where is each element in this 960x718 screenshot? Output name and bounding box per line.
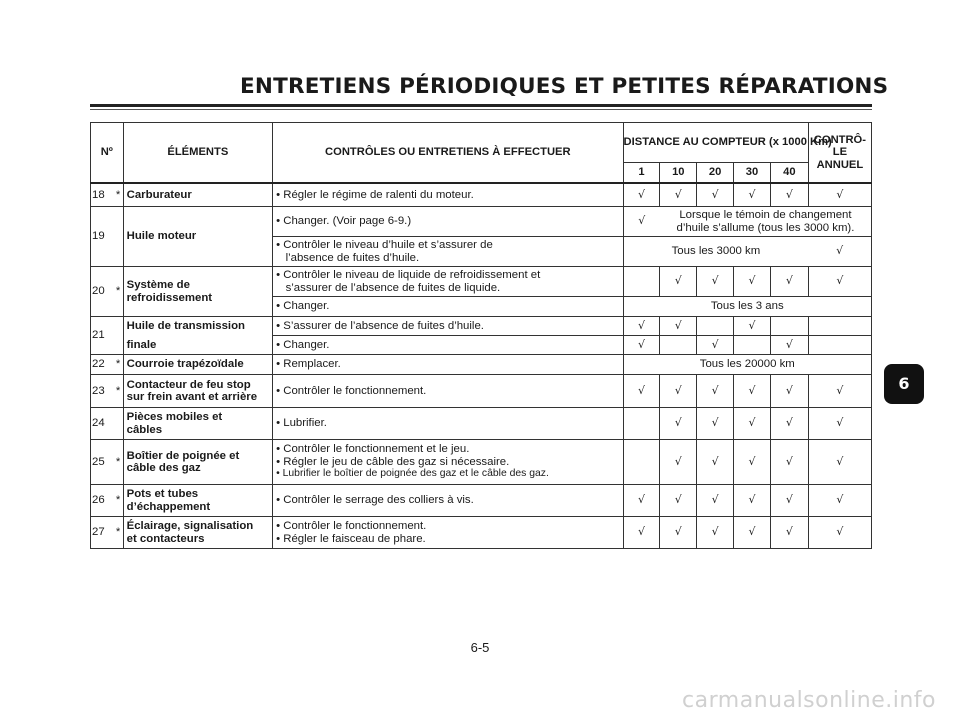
check-mark: √ (734, 183, 771, 207)
row-star (114, 408, 123, 440)
header-km-30: 30 (734, 163, 771, 183)
row-check: • Remplacer. (273, 355, 623, 375)
check-mark: √ (808, 237, 871, 267)
row-item: Boîtier de poignée et câble des gaz (123, 440, 272, 485)
check-mark: √ (770, 183, 808, 207)
check-mark: √ (660, 408, 697, 440)
row-check: • Régler le régime de ralenti du moteur. (273, 183, 623, 207)
row-item: Carburateur (123, 183, 272, 207)
row-check (273, 517, 623, 549)
row-note: Tous les 20000 km (623, 355, 871, 375)
check-mark: √ (808, 408, 871, 440)
check-mark: √ (770, 336, 808, 355)
check-mark: √ (697, 183, 734, 207)
check-mark: √ (623, 375, 660, 408)
row-check: • Changer. (273, 336, 623, 355)
row-check: • Contrôler le fonctionnement. (273, 375, 623, 408)
check-mark: √ (623, 517, 660, 549)
check-mark (770, 317, 808, 336)
row-item: Éclairage, signalisation et contacteurs (123, 517, 272, 549)
row-check: • Contrôler le niveau d’huile et s’assurer de l’absence de fuites d’huile. (273, 237, 623, 267)
check-mark: √ (770, 485, 808, 517)
table-row (91, 207, 872, 237)
table-row (91, 408, 872, 440)
check-mark: √ (770, 517, 808, 549)
title-rule (90, 104, 872, 107)
table-row (91, 336, 872, 355)
check-mark: √ (808, 375, 871, 408)
row-number: 25 (91, 440, 114, 485)
row-star: * (114, 485, 123, 517)
page-number: 6-5 (470, 640, 490, 655)
header-row-1 (91, 123, 872, 163)
check-mark: √ (660, 485, 697, 517)
check-mark: √ (660, 317, 697, 336)
table-row (91, 440, 872, 485)
check-mark: √ (660, 375, 697, 408)
row-star (114, 317, 123, 355)
header-elements: ÉLÉMENTS (123, 123, 272, 183)
row-note: Tous les 3 ans (623, 297, 871, 317)
table-row (91, 485, 872, 517)
check-mark: √ (770, 375, 808, 408)
check-mark (623, 267, 660, 297)
row-item: Système de refroidissement (123, 267, 272, 317)
check-mark (697, 317, 734, 336)
check-mark (808, 336, 871, 355)
row-check: • Changer. (273, 297, 623, 317)
page-title: ENTRETIENS PÉRIODIQUES ET PETITES RÉPARATIONS (240, 74, 889, 99)
check-mark: √ (808, 517, 871, 549)
row-item: Pots et tubes d’échappement (123, 485, 272, 517)
check-mark: √ (770, 267, 808, 297)
check-mark: √ (734, 267, 771, 297)
row-star: * (114, 440, 123, 485)
header-no: Nº (91, 123, 124, 183)
row-check (273, 440, 623, 485)
check-mark: √ (697, 267, 734, 297)
row-number: 26 (91, 485, 114, 517)
row-check: • Contrôler le niveau de liquide de refroidissement et s’assurer de l’absence de fuites de liquide. (273, 267, 623, 297)
header-km-1: 1 (623, 163, 660, 183)
row-item: Courroie trapézoïdale (123, 355, 272, 375)
check-mark: √ (697, 408, 734, 440)
header-annual: CONTRÔ- LE ANNUEL (808, 123, 871, 183)
row-item: Huile de transmission (123, 317, 272, 336)
check-mark: √ (623, 183, 660, 207)
row-item: Contacteur de feu stop sur frein avant et arrière (123, 375, 272, 408)
maintenance-table (90, 122, 872, 549)
row-number: 24 (91, 408, 114, 440)
check-mark: √ (734, 485, 771, 517)
check-mark: √ (697, 517, 734, 549)
row-number: 20 (91, 267, 114, 317)
check-mark: √ (623, 317, 660, 336)
check-mark: √ (660, 267, 697, 297)
check-mark (808, 317, 871, 336)
check-mark: √ (660, 183, 697, 207)
row-check-line: • Contrôler le fonctionnement et le jeu. (276, 443, 470, 456)
check-mark: √ (697, 375, 734, 408)
row-check-line: • Contrôler le fonctionnement. (276, 520, 427, 532)
check-mark: √ (734, 517, 771, 549)
row-star: * (114, 183, 123, 207)
check-mark: √ (734, 408, 771, 440)
header-km-40: 40 (770, 163, 808, 183)
table-row (91, 267, 872, 297)
check-mark: √ (808, 183, 871, 207)
row-check: • Contrôler le serrage des colliers à vis. (273, 485, 623, 517)
row-number: 18 (91, 183, 114, 207)
check-mark: √ (770, 408, 808, 440)
row-check-line: • Régler le faisceau de phare. (276, 532, 426, 545)
check-mark: √ (770, 440, 808, 485)
row-note: Lorsque le témoin de changement d’huile s’allume (tous les 3000 km). (660, 207, 872, 237)
table-row (91, 517, 872, 549)
header-km-10: 10 (660, 163, 697, 183)
chapter-tab: 6 (884, 364, 924, 404)
check-mark: √ (808, 440, 871, 485)
check-mark (660, 336, 697, 355)
check-mark: √ (734, 440, 771, 485)
table-row (91, 317, 872, 336)
watermark: carmanualsonline.info (682, 688, 936, 713)
check-mark (734, 336, 771, 355)
header-controls: CONTRÔLES OU ENTRETIENS À EFFECTUER (273, 123, 623, 183)
check-mark: √ (697, 485, 734, 517)
check-mark: √ (808, 485, 871, 517)
row-star (114, 207, 123, 267)
row-number: 27 (91, 517, 114, 549)
header-distance: DISTANCE AU COMPTEUR (x 1000 Km) (623, 123, 808, 163)
check-mark: √ (734, 317, 771, 336)
check-mark: √ (623, 336, 660, 355)
row-item: Huile moteur (123, 207, 272, 267)
row-number: 23 (91, 375, 114, 408)
row-check-line: • Lubrifier le boîtier de poignée des gaz et le câble des gaz. (276, 468, 549, 480)
check-mark: √ (697, 336, 734, 355)
row-star: * (114, 375, 123, 408)
check-mark: √ (623, 207, 660, 237)
row-star: * (114, 355, 123, 375)
check-mark: √ (697, 440, 734, 485)
check-mark: √ (808, 267, 871, 297)
title-rule-thin (90, 109, 872, 110)
row-number: 22 (91, 355, 114, 375)
header-km-20: 20 (697, 163, 734, 183)
check-mark (623, 408, 660, 440)
row-star: * (114, 267, 123, 317)
row-check: • Lubrifier. (273, 408, 623, 440)
row-check: • Changer. (Voir page 6-9.) (273, 207, 623, 237)
table-row (91, 375, 872, 408)
check-mark (623, 440, 660, 485)
row-item: Pièces mobiles et câbles (123, 408, 272, 440)
check-mark: √ (660, 440, 697, 485)
row-number: 19 (91, 207, 114, 267)
row-item: finale (123, 336, 272, 355)
row-check: • S’assurer de l’absence de fuites d’huile. (273, 317, 623, 336)
check-mark: √ (734, 375, 771, 408)
row-note: Tous les 3000 km (623, 237, 808, 267)
table-row (91, 183, 872, 207)
row-star: * (114, 517, 123, 549)
row-check-line: • Régler le jeu de câble des gaz si nécessaire. (276, 455, 510, 468)
table-row (91, 355, 872, 375)
row-number: 21 (91, 317, 114, 355)
check-mark: √ (660, 517, 697, 549)
check-mark: √ (623, 485, 660, 517)
